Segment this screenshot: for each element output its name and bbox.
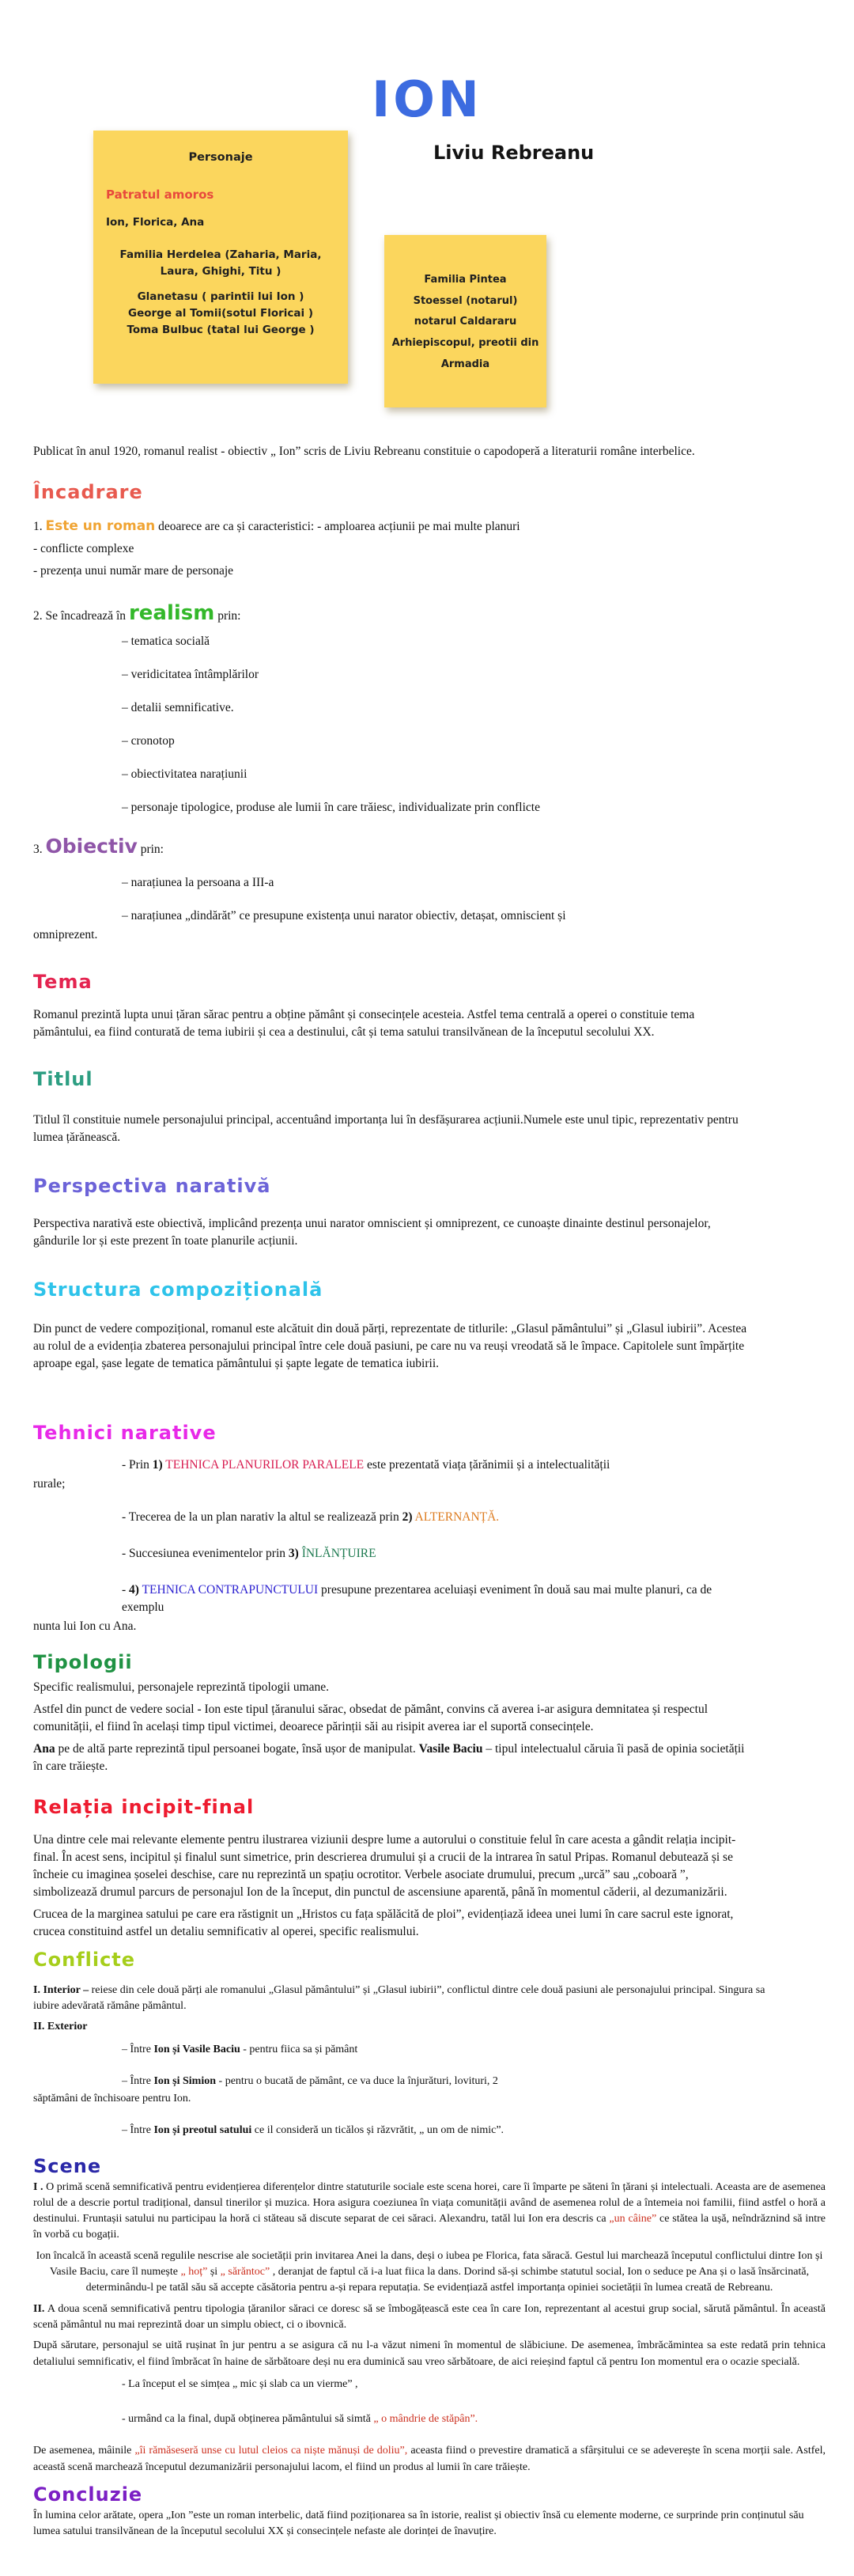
note-line: Armadia — [440, 358, 490, 370]
relatia-paragraph: Una dintre cele mai relevante elemente pentru ilustrarea viziunii despre lume a autorului o constituie felul în care acesta a gândit relația incipit-final. În acest sens, incipitul și finalul sunt simetrice, prin descrierea drumului și a crucii de la intrarea în satul Pripas. Romanul debutează și se încheie cu imaginea șoselei deschise, care nu reprezintă un spațiu ocrotitor. Verbele asociate drumului, precum „urcă” sau „coboară ”, simbolizează drumul parcurs de personajul Ion de la început, din punctul de ascensiune aparentă, până în momentul căderii, al dezumanizării. — [33, 1832, 736, 1899]
text-run: reiese din cele două părți ale romanului „Glasul pământului” și „Glasul iubirii”, conflictul dintre cele două pasiuni ale personajului principal. Singura sa iubire adevărată rămâne pământul. — [33, 1983, 765, 2012]
number-run: 4) — [129, 1583, 139, 1597]
section-heading-structura: Structura compozițională — [33, 1278, 323, 1301]
text-run: 1. — [33, 519, 46, 533]
scene-paragraph — [33, 2248, 826, 2297]
text-run: - urmând ca la final, după obținerea pământului să simtă — [122, 2413, 374, 2426]
bullet-item — [33, 1509, 748, 1526]
section-heading-tipologii: Tipologii — [33, 1651, 133, 1674]
number-run: 1) — [152, 1458, 163, 1472]
bullet-continuation: săptămâni de închisoare pentru Ion. — [33, 2093, 191, 2105]
bold-run: Ion și Simion — [153, 2074, 217, 2087]
scene-paragraph: După sărutare, personajul se uită rușinat în jur pentru a se asigura că nu l-a văzut nimeni în momentul de slăbiciune. De asemenea, îmbrăcămintea sa este redată prin tehnica detaliului semnificativ, el fiind îmbrăcat în haine de sărbătoare deși nu era duminică sau vreo sărbătoare, de aici reieșind faptul că pentru Ion momentul era o ocazie specială. — [33, 2339, 826, 2368]
section-heading-perspectiva: Perspectiva narativă — [33, 1174, 271, 1197]
section-heading-concluzie: Concluzie — [33, 2483, 143, 2506]
bullet-item — [33, 1582, 748, 1616]
text-run: aceasta fiind o prevestire dramatică a sfârșitului ce se adeverește în scena morții sale. Astfel, această scenă marchează începutul dezumanizării personajului lacom, el fiind un produs al lumii în care trăiește. — [33, 2445, 826, 2473]
perspectiva-paragraph: Perspectiva narativă este obiectivă, implicând prezența unui narator omniscient și omniprezent, ce cunoaște dinainte destinul personajelor, gândurile lor și este prezent în toate planurile acțiunii. — [33, 1216, 711, 1248]
bold-run: Ion și preotul satului — [153, 2124, 252, 2137]
tipologii-paragraph: Specific realismului, personajele reprezintă tipologii umane. — [33, 1680, 330, 1695]
section-heading-tema: Tema — [33, 971, 93, 994]
quote-run-mandrie: „ o mândrie de stăpân”. — [373, 2413, 478, 2426]
highlight-tehnica-planurilor-paralele: TEHNICA PLANURILOR PARALELE — [162, 1458, 365, 1472]
text-run: 2. Se încadrează în — [33, 608, 129, 623]
text-run: - Succesiunea evenimentelor prin — [122, 1547, 289, 1561]
text-run: A doua scenă semnificativă pentru tipologia țăranilor săraci ce doresc să se îmbogățească este cea în care Ion, reprezentant al acestui grup social, sărută pământul. În această scenă pământul nu mai reprezintă doar un simplu obiect, ci o ibovnică. — [33, 2302, 826, 2331]
text-run: este prezentată viața țărănimii și a intelectualității — [364, 1458, 610, 1472]
document-title: ION — [372, 70, 482, 128]
text-run: și — [207, 2266, 221, 2279]
bullet-item: – detalii semnificative. — [122, 700, 234, 714]
bullet-item: – tematica socială — [122, 634, 210, 648]
highlight-este-un-roman: Este un roman — [45, 517, 156, 534]
text-run: De asemenea, mâinile — [33, 2445, 135, 2457]
text-run: – Între — [122, 2043, 154, 2055]
tipologii-paragraph: Astfel din punct de vedere social - Ion este tipul țăranului sărac, obsedat de pământ, convins că averea i-ar asigura demnitatea și respectul comunității, el fiind în același timp tipul victimei, deoarece părinții săi au risipit averea iar el suportă consecințele. — [33, 1703, 709, 1734]
numeral-run: I . — [33, 2180, 43, 2193]
paragraph: - conflicte complexe — [33, 541, 134, 555]
bullet-continuation: rurale; — [33, 1477, 66, 1491]
bullet-item: – narațiunea „dindărăt” ce presupune existența unui narator obiectiv, detașat, omniscient și — [122, 909, 566, 923]
highlight-alternanta: ALTERNANȚĂ. — [412, 1510, 500, 1525]
bullet-item: - La început el se simțea „ mic și slab ca un vierme” , — [122, 2377, 358, 2390]
note-line: Familia Herdelea (Zaharia, Maria, — [119, 248, 322, 262]
highlight-inlantuire: ÎNLĂNȚUIRE — [298, 1547, 376, 1561]
text-run: – tipul intelectualul căruia îi pasă de opinia societății în care trăiește. — [33, 1742, 745, 1774]
section-heading-scene: Scene — [33, 2154, 102, 2177]
highlight-obiectiv: Obiectiv — [45, 834, 138, 858]
number-run: 2) — [402, 1510, 413, 1525]
paragraph — [33, 832, 748, 861]
number-run: 3) — [288, 1547, 299, 1561]
tipologii-paragraph — [33, 1741, 748, 1775]
bullet-continuation: nunta lui Ion cu Ana. — [33, 1619, 137, 1634]
bullet-item: – narațiunea la persoana a III-a — [122, 876, 274, 890]
text-run: - pentru o bucată de pământ, ce va duce la înjurături, lovituri, 2 — [216, 2074, 498, 2087]
note-line: Arhiepiscopul, preotii din — [391, 336, 539, 349]
paragraph — [33, 517, 748, 536]
conflicte-paragraph — [33, 2019, 786, 2035]
pintea-sticky-note — [384, 235, 546, 407]
text-run: - Prin — [122, 1458, 153, 1472]
text-run: - pentru fiica sa și pământ — [240, 2043, 358, 2055]
relatia-paragraph: Crucea de la marginea satului pe care era răstignit un „Hristos cu fața spălăcită de ploi”, evidențiază ideea unei lumi în care sacrul este ignorat, crucea constituind astfel un detaliu semnificativ al operei, specific realismului. — [33, 1907, 734, 1938]
note-line: Glanetasu ( parintii lui Ion ) — [137, 290, 304, 303]
quote-run-sarantoc: „ sărăntoc” — [220, 2266, 270, 2279]
note-line: Familia Pintea — [424, 274, 507, 286]
bullet-item — [33, 2074, 786, 2089]
note-line: Stoessel (notarul) — [413, 294, 518, 307]
paragraph — [33, 599, 748, 628]
author-name: Liviu Rebreanu — [433, 142, 595, 164]
bold-run-exterior: II. Exterior — [33, 2021, 88, 2033]
intro-paragraph: Publicat în anul 1920, romanul realist - obiectiv „ Ion” scris de Liviu Rebreanu constituie o capodoperă a literaturii române interbelice. — [33, 445, 695, 458]
scene-paragraph — [33, 2301, 826, 2334]
bullet-item: – personaje tipologice, produse ale lumii în care trăiesc, individualizate prin conflicte — [122, 800, 540, 814]
bullet-item — [33, 1457, 748, 1474]
quote-run-hot: „ hoț” — [180, 2266, 208, 2279]
text-run: – Între — [122, 2124, 154, 2137]
section-heading-conflicte: Conflicte — [33, 1948, 136, 1971]
bold-run-interior: I. Interior – — [33, 1983, 89, 1996]
structura-paragraph: Din punct de vedere compozițional, romanul este alcătuit din două părți, reprezentate de titlurile: „Glasul pământului” și „Glasul iubirii”. Acestea au rolul de a evidenția zbaterea personajului principal între cele două pasiuni, pe care nu va reuși vreodată să le împace. Capitolele sunt împărțite aproape egal, șase legate de tematica pământului și șapte legate de tematica iubirii. — [33, 1321, 747, 1370]
text-run: Ion încalcă în această scenă regulile nescrise ale societății prin invitarea Anei la dans, deși o iubea pe Florica, fata săracă. Gestul lui marchează începutul conflictului dintre Ion și Vasile Baciu, care îl numește — [36, 2249, 823, 2279]
note-title: Personaje — [188, 151, 253, 164]
bullet-item: – veridicitatea întâmplărilor — [122, 667, 259, 681]
note-line: notarul Caldararu — [414, 316, 517, 328]
bullet-item — [33, 2123, 786, 2138]
text-run: deoarece are ca și caracteristici: - amploarea acțiunii pe mai multe planuri — [155, 519, 520, 533]
text-run: prin: — [137, 842, 164, 856]
text-run: - — [122, 1583, 130, 1597]
text-run: presupune prezentarea aceluiași eveniment în două sau mai multe planuri, ca de exemplu — [122, 1583, 712, 1615]
bullet-item — [33, 1545, 748, 1563]
section-heading-incadrare: Încadrare — [33, 481, 143, 503]
bullet-item — [33, 2411, 826, 2427]
personaje-sticky-note — [93, 131, 348, 384]
conflicte-paragraph — [33, 1983, 786, 2015]
section-heading-tehnici: Tehnici narative — [33, 1421, 217, 1444]
text-run: O primă scenă semnificativă pentru evidențierea diferențelor dintre statuturile sociale este scena horei, care îi împarte pe săteni în țărani și intelectuali. Aceasta are de asemenea rolul de a descrie portul tradițional, dansul tinerilor și muzica. Hora asigura coeziunea în viața comunității având de asemenea rolul de a întemeia noi familii, fiind astfel o horă a destinului. Fruntașii satului nu participau la horă ci stăteau să discute separat de cei săraci. Alexandru, tatăl lui Ion era descris ca — [33, 2180, 826, 2226]
concluzie-paragraph: În lumina celor arătate, opera „Ion ”este un roman interbelic, dată fiind poziționarea sa în istorie, realist și obiectiv însă cu elemente moderne, ce surprinde prin conținutul său lumea satului transilvănean de la începutul secolului XX și consecințele nefaste ale dorinței de înavuțire. — [33, 2509, 804, 2538]
document-header — [0, 0, 854, 437]
text-run: – Între — [122, 2074, 154, 2087]
tema-paragraph: Romanul prezintă lupta unui țăran sărac pentru a obține pământ și consecințele acesteia. Astfel tema centrală a operei o constituie tema pământului, ea fiind conturată de tema iubirii și cea a destinului, cât și tema satului transilvănean de la începutul secolului XX. — [33, 1008, 695, 1040]
text-run: prin: — [214, 608, 241, 623]
quote-run-un-caine: „un câine” — [609, 2213, 657, 2226]
note-line: Ion, Florica, Ana — [106, 215, 205, 229]
highlight-realism: realism — [128, 600, 215, 625]
bold-run-vasile-baciu: Vasile Baciu — [418, 1742, 483, 1756]
concluzie-section — [33, 2483, 826, 2540]
text-run: ce il consideră un ticălos și răzvrătit, „ un om de nimic”. — [251, 2124, 504, 2137]
section-heading-relatia: Relația incipit-final — [33, 1796, 255, 1819]
note-subtitle-patratul-amoros: Patratul amoros — [106, 187, 214, 202]
bold-run: Ion și Vasile Baciu — [153, 2043, 240, 2055]
text-run: , deranjat de faptul că i-a luat fiica la dans. Dorind să-și schimbe statutul social, Ion o seduce pe Ana și o lasă însărcinată, determinându-l pe tatăl său să accepte căsătoria pentru a-și repara reputația. Se evidențiază astfel importanța opiniei societății în lumea creată de Rebreanu. — [85, 2266, 810, 2294]
bullet-item: – obiectivitatea narațiunii — [122, 767, 248, 781]
note-line: Toma Bulbuc (tatal lui George ) — [127, 323, 315, 336]
section-heading-titlul: Titlul — [33, 1068, 93, 1091]
highlight-tehnica-contrapunctului: TEHNICA CONTRAPUNCTULUI — [138, 1583, 319, 1597]
scene-paragraph — [33, 2180, 826, 2244]
text-run: 3. — [33, 842, 46, 856]
bullet-item — [33, 2042, 786, 2058]
numeral-run: II. — [33, 2302, 45, 2315]
note-line: George al Tomii(sotul Floricai ) — [127, 306, 314, 320]
text-run: pe de altă parte reprezintă tipul persoanei bogate, însă ușor de manipulat. — [55, 1742, 419, 1756]
text-run: ce stătea la ușă, neîndrăznind să intre în vorbă cu bogații. — [33, 2213, 826, 2241]
bullet-item: – cronotop — [122, 733, 175, 748]
bold-run-ana: Ana — [33, 1742, 55, 1756]
document-body — [0, 437, 854, 2576]
conflicte-section — [33, 1949, 786, 2139]
paragraph: - prezența unui număr mare de personaje — [33, 563, 234, 578]
quote-run-manusi-de-doliu: „îi rămăseseră unse cu lutul cleios ca niște mănuși de doliu”, — [134, 2445, 408, 2457]
scene-section — [33, 2155, 826, 2476]
note-line: Laura, Ghighi, Titu ) — [160, 264, 282, 278]
scene-paragraph — [33, 2443, 826, 2476]
titlul-paragraph: Titlul îl constituie numele personajului principal, accentuând importanța lui în desfășurarea acțiunii.Numele este unul tipic, reprezentativ pentru lumea țărănească. — [33, 1112, 739, 1144]
bullet-continuation: omniprezent. — [33, 928, 98, 942]
text-run: - Trecerea de la un plan narativ la altul se realizează prin — [122, 1510, 402, 1525]
